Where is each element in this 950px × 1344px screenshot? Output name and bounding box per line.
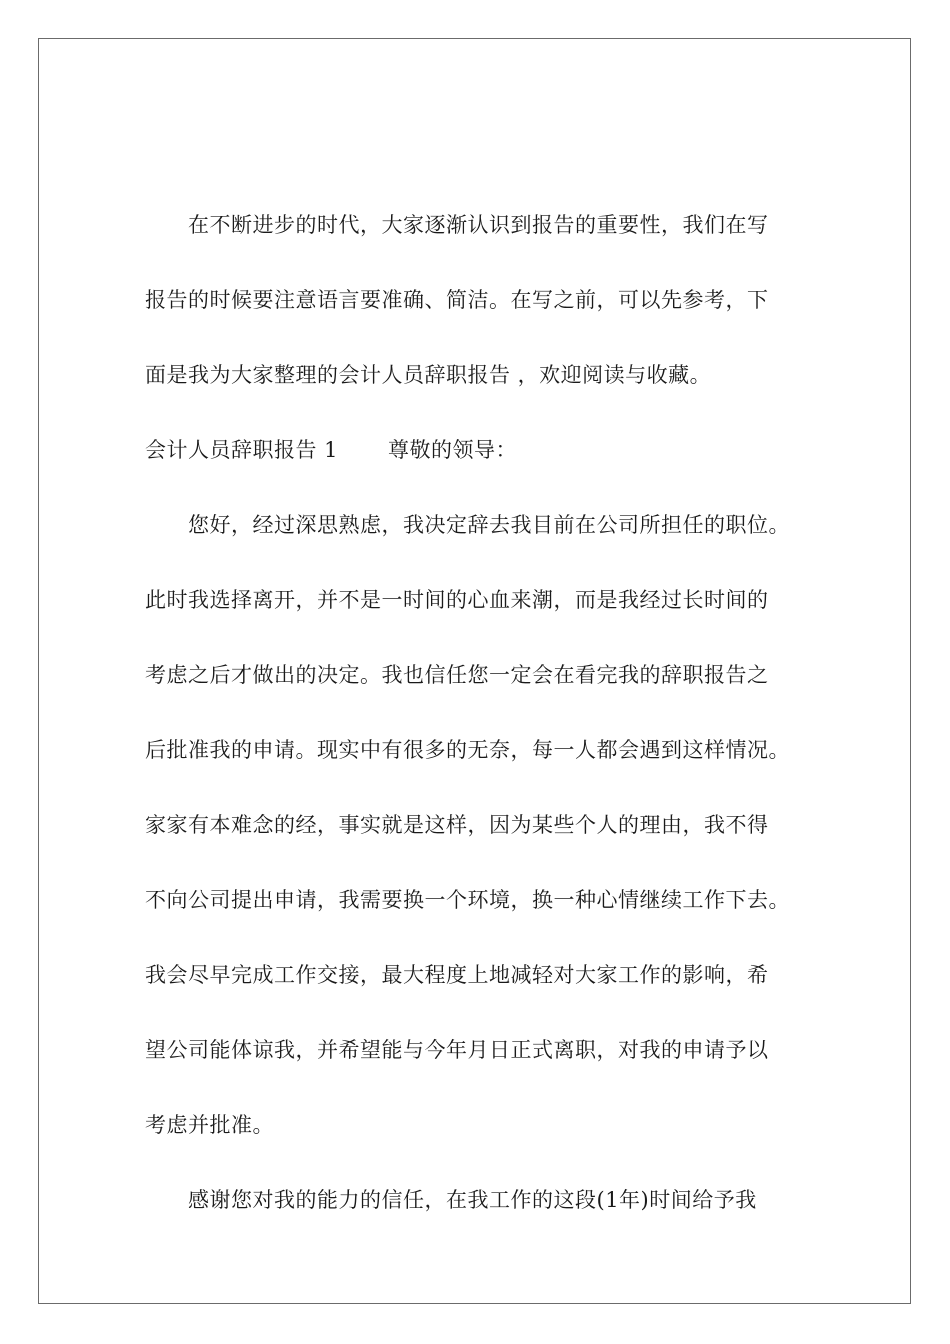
closing-line-1: 感谢您对我的能力的信任，在我工作的这段(1年)时间给予我 xyxy=(188,1188,757,1212)
body-line-1: 您好，经过深思熟虑，我决定辞去我目前在公司所担任的职位。 xyxy=(188,513,790,537)
body-line-2: 此时我选择离开，并不是一时间的心血来潮，而是我经过长时间的 xyxy=(145,588,769,612)
intro-line-2: 报告的时候要注意语言要准确、简洁。在写之前，可以先参考，下 xyxy=(145,288,769,312)
section-heading-row xyxy=(145,436,517,464)
body-line-4: 后批准我的申请。现实中有很多的无奈，每一人都会遇到这样情况。 xyxy=(145,738,790,762)
body-line-3: 考虑之后才做出的决定。我也信任您一定会在看完我的辞职报告之 xyxy=(145,663,769,687)
body-line-9: 考虑并批准。 xyxy=(145,1113,274,1137)
body-line-8: 望公司能体谅我，并希望能与今年月日正式离职，对我的申请予以 xyxy=(145,1038,769,1062)
salutation: 尊敬的领导： xyxy=(388,438,518,462)
body-line-7: 我会尽早完成工作交接，最大程度上地减轻对大家工作的影响，希 xyxy=(145,963,769,987)
body-line-6: 不向公司提出申请，我需要换一个环境，换一种心情继续工作下去。 xyxy=(145,888,790,912)
body-line-5: 家家有本难念的经，事实就是这样，因为某些个人的理由，我不得 xyxy=(145,813,769,837)
intro-line-3: 面是我为大家整理的会计人员辞职报告 ，欢迎阅读与收藏。 xyxy=(145,363,712,387)
intro-line-1: 在不断进步的时代，大家逐渐认识到报告的重要性，我们在写 xyxy=(188,213,769,237)
section-title: 会计人员辞职报告 1 xyxy=(145,438,339,462)
